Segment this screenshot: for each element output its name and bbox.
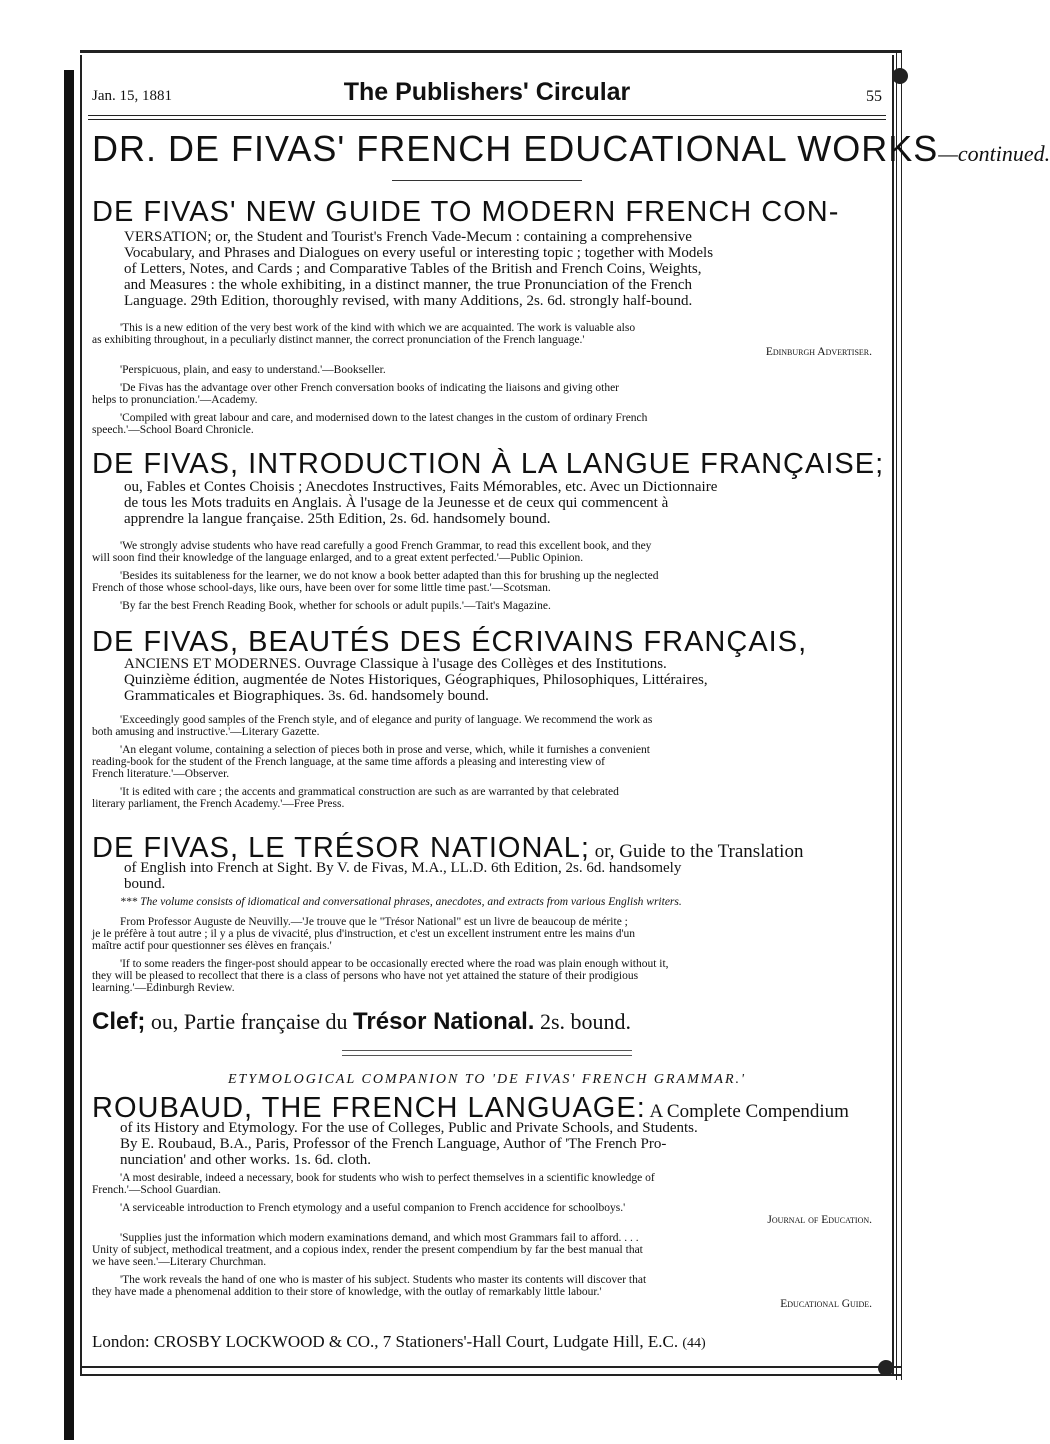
body-line: and Measures : the whole exhibiting, in a distinct manner, the true Pronunciation of the French [124, 277, 693, 293]
left-binding-bar [64, 70, 74, 1440]
clef-price: 2s. bound. [534, 1009, 631, 1034]
review-line: 'This is a new edition of the very best work of the kind with which we are acquainted. The work is valuable also [120, 322, 636, 334]
body-line: Quinzième édition, augmentée de Notes Historiques, Géographiques, Philosophiques, Littéraires, [124, 672, 708, 688]
beautes-reviews [92, 714, 872, 810]
introduction-reviews [92, 540, 872, 612]
bottom-border [80, 1366, 902, 1376]
clef-title: Trésor National. [353, 1008, 535, 1035]
review-line: 'De Fivas has the advantage over other French conversation books of indicating the liaisons and giving other [120, 382, 620, 394]
review-line: helps to pronunciation.'—Academy. [92, 394, 258, 406]
review-line: 'Supplies just the information which modern examinations demand, and which most Grammars fail to afford. . . . [120, 1232, 639, 1244]
new-guide-reviews [92, 322, 872, 436]
review-line: From Professor Auguste de Neuvilly.—'Je trouve que le "Trésor National" est un livre de beaucoup de mérite ; [120, 916, 628, 928]
roubaud-body [120, 1120, 882, 1168]
clef-text: ou, Partie française du [145, 1009, 354, 1034]
introduction-title: DE FIVAS, INTRODUCTION À LA LANGUE FRANÇAISE; [92, 448, 885, 480]
review-line: as exhibiting throughout, in a peculiarly distinct manner, the correct pronunciation of the French language.' [92, 334, 585, 346]
body-line: of English into French at Sight. By V. de Fivas, M.A., LL.D. 6th Edition, 2s. 6d. handsomely [124, 860, 682, 876]
running-head: The Publishers' Circular [343, 78, 631, 106]
review-line: 'A most desirable, indeed a necessary, book for students who wish to perfect themselves in a scientific knowledge of [120, 1172, 655, 1184]
review-line: 'Besides its suitableness for the learner, we do not know a book better adapted than this for brushing up the neglected [120, 570, 659, 582]
clef-line [92, 1008, 631, 1036]
roubaud-title-tail: A Complete Compendium [645, 1101, 849, 1122]
review-line: reading-book for the student of the French language, at the same time affords a pleasing and interesting view of [92, 756, 605, 768]
body-line: de tous les Mots traduits en Anglais. À l'usage de la Jeunesse et de ceux qui commencent à [124, 495, 669, 511]
issue-date: Jan. 15, 1881 [92, 88, 172, 104]
review-line: 'Perspicuous, plain, and easy to understand.'—Bookseller. [120, 364, 386, 376]
body-line: ANCIENS ET MODERNES. Ouvrage Classique à l'usage des Collèges et des Institutions. [124, 656, 667, 672]
body-line: bound. [124, 876, 166, 892]
review-line: they will be pleased to recollect that there is a class of persons who have not yet attained the stature of their prodigious [92, 970, 639, 982]
page-number: 55 [866, 88, 882, 105]
beautes-title: DE FIVAS, BEAUTÉS DES ÉCRIVAINS FRANÇAIS, [92, 626, 808, 658]
review-line: speech.'—School Board Chronicle. [92, 424, 254, 436]
imprint-number: (44) [682, 1336, 706, 1351]
review-line: Unity of subject, methodical treatment, and a copious index, render the present compendium by far the best manual that [92, 1244, 643, 1256]
review-line: 'It is edited with care ; the accents and grammatical construction are such as are warranted by that celebrated [120, 786, 619, 798]
body-line: Language. 29th Edition, thoroughly revised, with many Additions, 2s. 6d. strongly half-bound. [124, 293, 693, 309]
body-line: VERSATION; or, the Student and Tourist's French Vade-Mecum : containing a comprehensive [124, 229, 692, 245]
review-line: 'A serviceable introduction to French etymology and a useful companion to French accidence for schoolboys.' [120, 1202, 626, 1214]
body-line: Grammaticales et Biographiques. 3s. 6d. handsomely bound. [124, 688, 489, 704]
tresor-title-tail: or, Guide to the Translation [589, 841, 804, 862]
tresor-note: *** The volume consists of idiomatical and conversational phrases, anecdotes, and extracts from various English writers. [120, 896, 682, 908]
body-line: ou, Fables et Contes Choisis ; Anecdotes Instructives, Faits Mémorables, etc. Avec un Dictionnaire [124, 479, 718, 495]
body-line: apprendre la langue française. 25th Edition, 2s. 6d. handsomely bound. [124, 511, 551, 527]
review-line: 'Compiled with great labour and care, and modernised down to the latest changes in the custom of ordinary French [120, 412, 648, 424]
body-line: By E. Roubaud, B.A., Paris, Professor of the French Language, Author of 'The French Pro- [120, 1136, 667, 1152]
new-guide-title: DE FIVAS' NEW GUIDE TO MODERN FRENCH CON- [92, 196, 840, 228]
continued-label: —continued. [938, 141, 1050, 166]
review-line: 'By far the best French Reading Book, whether for schools or adult pupils.'—Tait's Magazine. [120, 600, 551, 612]
review-line: 'We strongly advise students who have read carefully a good French Grammar, to read this excellent book, and they [120, 540, 652, 552]
corner-ornament-icon [892, 68, 908, 84]
new-guide-body [124, 229, 882, 309]
review-line: 'If to some readers the finger-post should appear to be occasionally erected where the road was plain enough without it, [120, 958, 669, 970]
review-line: we have seen.'—Literary Churchman. [92, 1256, 267, 1268]
introduction-body [124, 479, 882, 527]
review-source: Educational Guide. [780, 1298, 872, 1310]
section-divider [392, 180, 582, 181]
main-heading-text: DR. DE FIVAS' FRENCH EDUCATIONAL WORKS [92, 128, 939, 169]
beautes-body [124, 656, 882, 704]
review-line: 'An elegant volume, containing a selection of pieces both in prose and verse, which, while it furnishes a convenient [120, 744, 650, 756]
imprint-text: London: CROSBY LOCKWOOD & CO., 7 Stationers'-Hall Court, Ludgate Hill, E.C. [92, 1332, 679, 1351]
review-line: French.'—School Guardian. [92, 1184, 221, 1196]
main-heading [92, 128, 1050, 170]
body-line: nunciation' and other works. 1s. 6d. cloth. [120, 1152, 371, 1168]
roubaud-title: ROUBAUD, THE FRENCH LANGUAGE: [92, 1092, 646, 1124]
etymological-subtitle: ETYMOLOGICAL COMPANION TO 'DE FIVAS' FRENCH GRAMMAR.' [228, 1072, 746, 1087]
tresor-body [124, 860, 882, 892]
review-line: je le préfère à tout autre ; il y a plus de vivacité, plus d'instruction, et c'est un excellent instrument entre les mains d'un [92, 928, 636, 940]
publisher-imprint [92, 1332, 706, 1352]
review-line: literary parliament, the French Academy.'—Free Press. [92, 798, 345, 810]
review-line: learning.'—Edinburgh Review. [92, 982, 235, 994]
clef-label: Clef; [92, 1008, 146, 1035]
top-border [80, 50, 902, 53]
body-line: of Letters, Notes, and Cards ; and Comparative Tables of the British and French Coins, Weights, [124, 261, 702, 277]
review-source: Journal of Education. [767, 1214, 872, 1226]
review-line: maître actif pour questionner ses élèves en français.' [92, 940, 332, 952]
section-divider [342, 1050, 632, 1056]
review-line: 'The work reveals the hand of one who is master of his subject. Students who master its contents will discover that [120, 1274, 647, 1286]
roubaud-reviews [92, 1172, 872, 1310]
review-line: will soon find their knowledge of the language enlarged, and to a great extent perfected.'—Public Opinion. [92, 552, 584, 564]
tresor-title: DE FIVAS, LE TRÉSOR NATIONAL; [92, 832, 590, 864]
review-line: French of those whose school-days, like ours, have been over for some little time past.'—Scotsman. [92, 582, 551, 594]
review-line: they have made a phenomenal addition to their store of knowledge, with the outlay of remarkably little labour.' [92, 1286, 602, 1298]
corner-ornament-icon [878, 1360, 894, 1376]
body-line: of its History and Etymology. For the use of Colleges, Public and Private Schools, and Students. [120, 1120, 698, 1136]
review-line: French literature.'—Observer. [92, 768, 230, 780]
review-source: Edinburgh Advertiser. [765, 346, 872, 358]
review-line: 'Exceedingly good samples of the French style, and of elegance and purity of language. We recommend the work as [120, 714, 653, 726]
body-line: Vocabulary, and Phrases and Dialogues on every useful or interesting topic ; together with Models [124, 245, 714, 261]
review-line: both amusing and instructive.'—Literary Gazette. [92, 726, 320, 738]
header-rule [88, 115, 886, 120]
tresor-reviews [92, 896, 872, 994]
right-border [896, 50, 902, 1380]
